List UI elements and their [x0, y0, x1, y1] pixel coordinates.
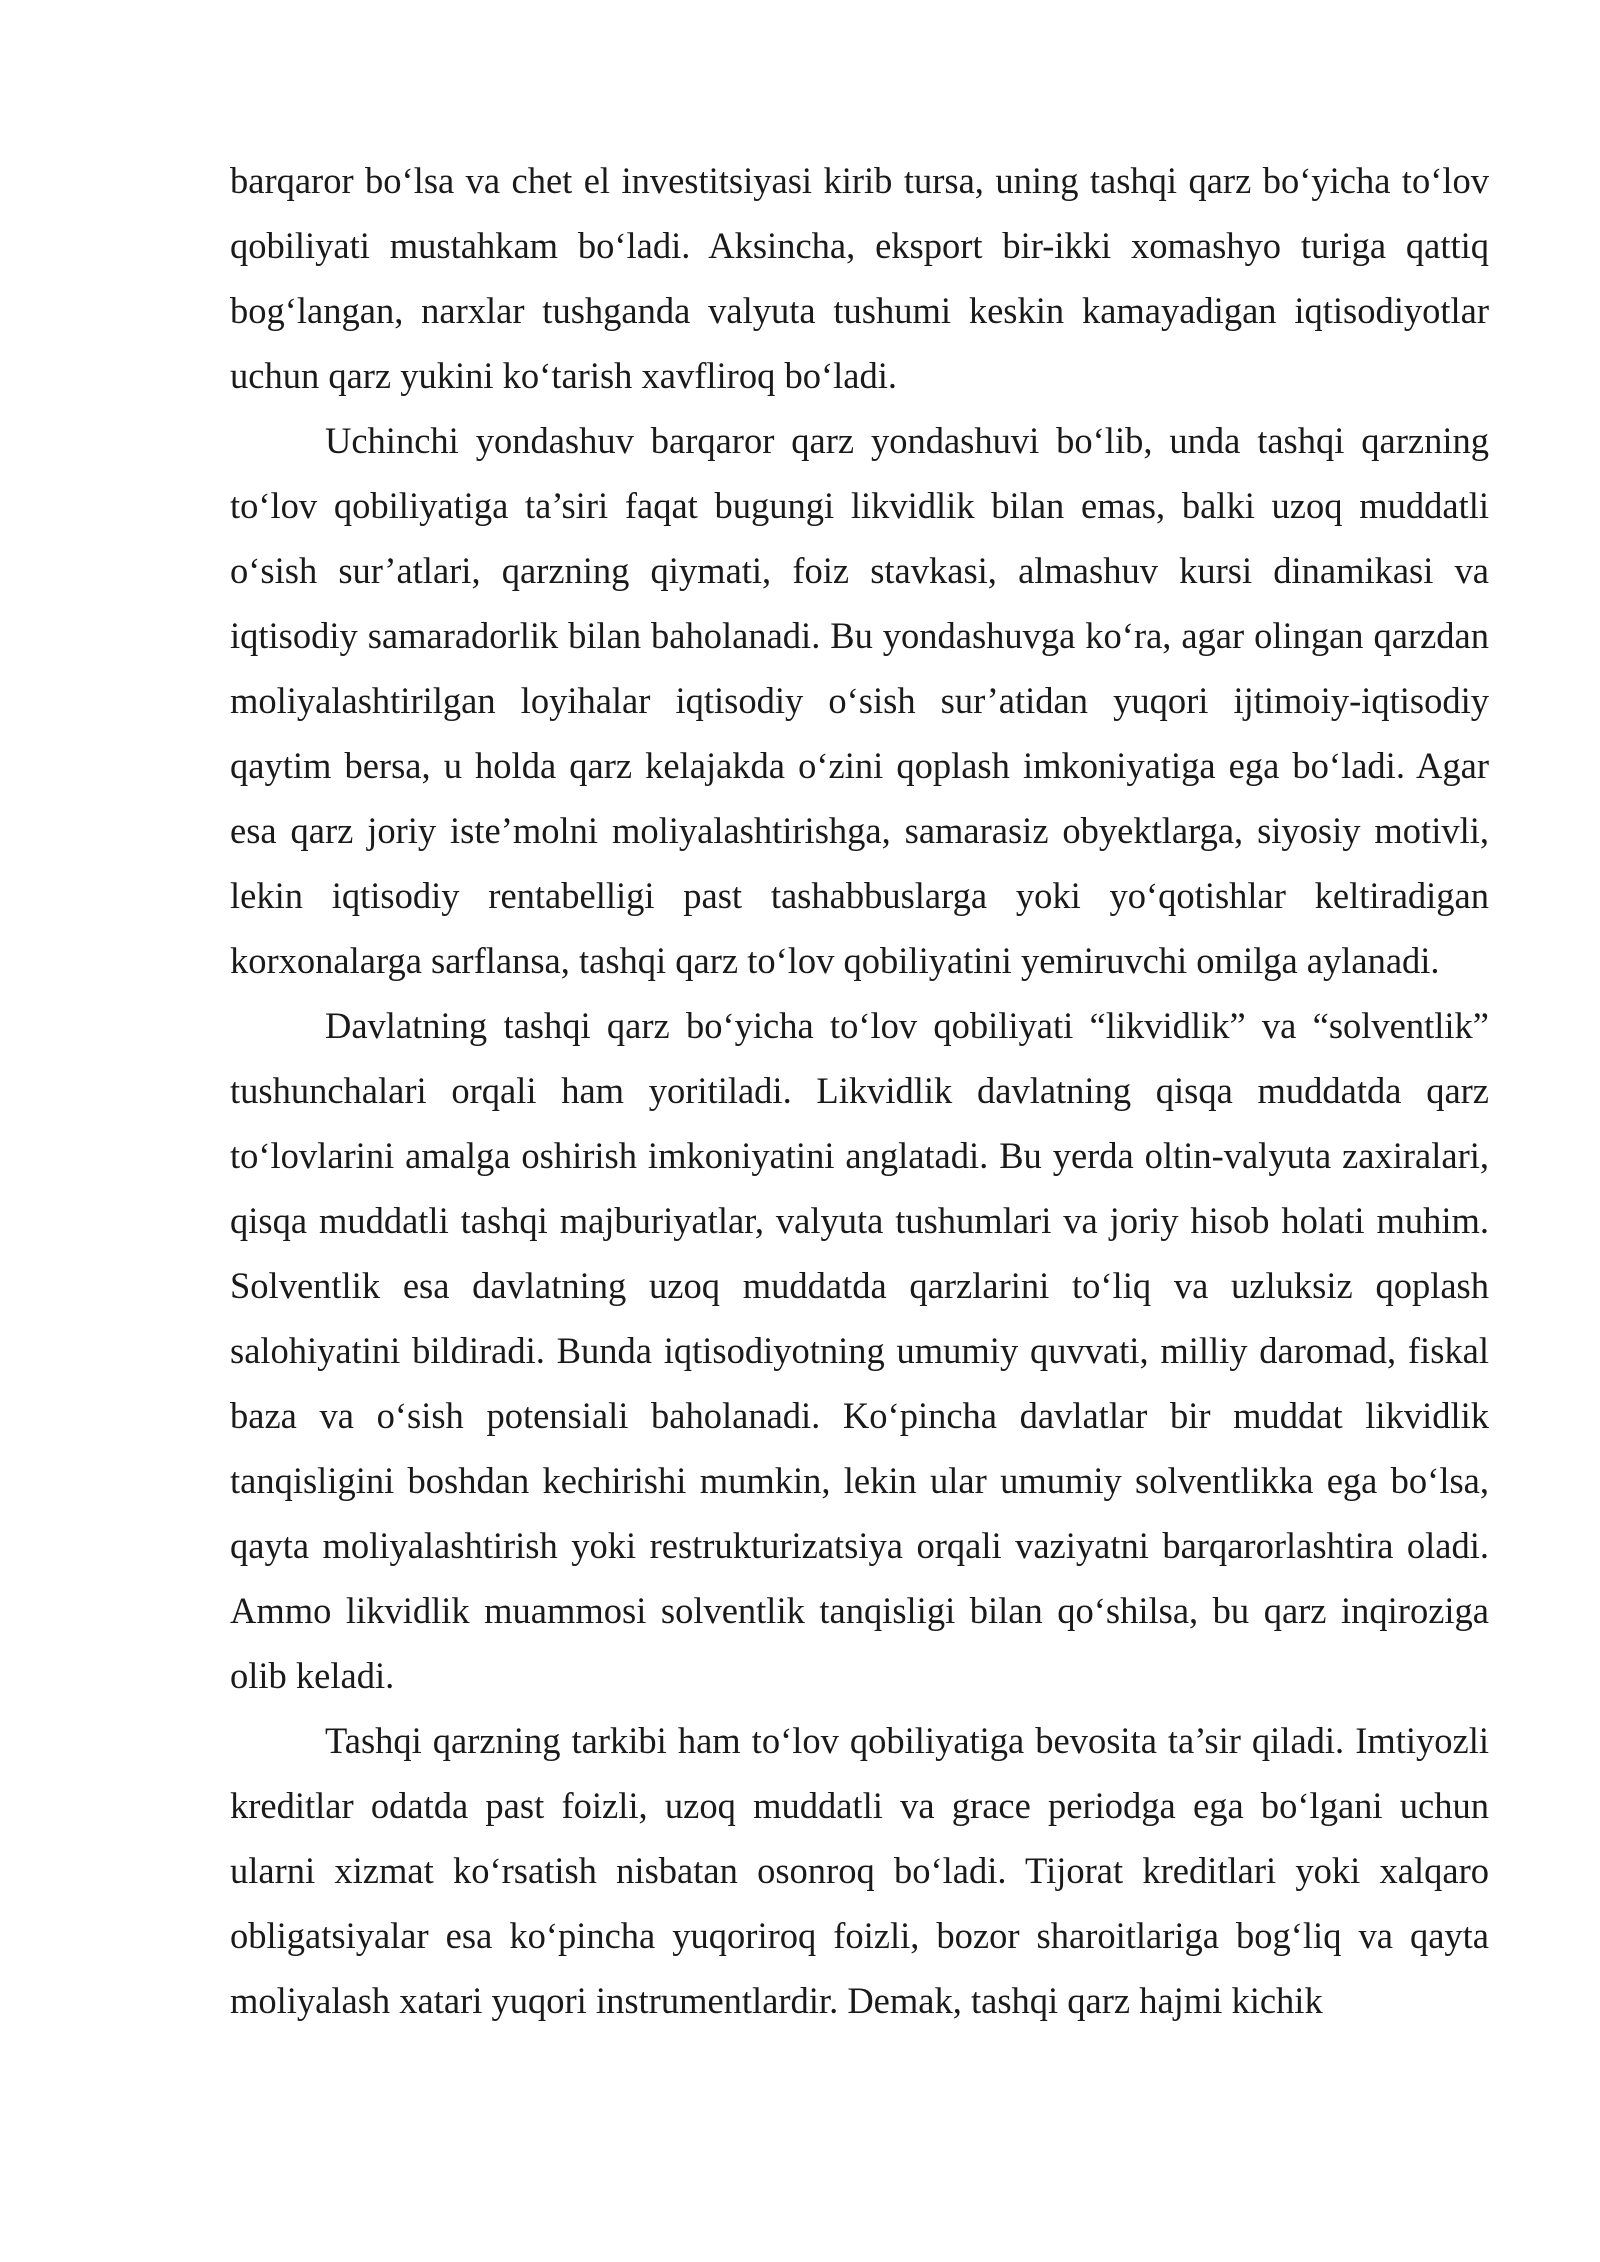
paragraph-3: Davlatning tashqi qarz bo‘yicha to‘lov qobiliyati “likvidlik” va “solventlik” tushunchalari orqali ham yoritiladi. Likvidlik davlatning qisqa muddatda qarz to‘lovlarini amalga oshirish imkoniyatini anglatadi. Bu yerda oltin-valyuta zaxiralari, qisqa muddatli tashqi majburiyatlar, valyuta tushumlari va joriy hisob holati muhim. Solventlik esa davlatning uzoq muddatda qarzlarini to‘liq va uzluksiz qoplash salohiyatini bildiradi. Bunda iqtisodiyotning umumiy quvvati, milliy daromad, fiskal baza va o‘sish potensiali baholanadi. Ko‘pincha davlatlar bir muddat likvidlik tanqisligini boshdan kechirishi mumkin, lekin ular umumiy solventlikka ega bo‘lsa, qayta moliyalashtirish yoki restrukturizatsiya orqali vaziyatni barqarorlashtira oladi. Ammo likvidlik muammosi solventlik tanqisligi bilan qo‘shilsa, bu qarz inqiroziga olib keladi. [230, 1005, 1489, 1696]
paragraph-4: Tashqi qarzning tarkibi ham to‘lov qobiliyatiga bevosita ta’sir qiladi. Imtiyozli kreditlar odatda past foizli, uzoq muddatli va grace periodga ega bo‘lgani uchun ularni xizmat ko‘rsatish nisbatan osonroq bo‘ladi. Tijorat kreditlari yoki xalqaro obligatsiyalar esa ko‘pincha yuqoriroq foizli, bozor sharoitlariga bog‘liq va qayta moliyalash xatari yuqori instrumentlardir. Demak, tashqi qarz hajmi kichik [230, 1720, 1489, 2021]
paragraph-2: Uchinchi yondashuv barqaror qarz yondashuvi bo‘lib, unda tashqi qarzning to‘lov qobiliyatiga ta’siri faqat bugungi likvidlik bilan emas, balki uzoq muddatli o‘sish sur’atlari, qarzning qiymati, foiz stavkasi, almashuv kursi dinamikasi va iqtisodiy samaradorlik bilan baholanadi. Bu yondashuvga ko‘ra, agar olingan qarzdan moliyalashtirilgan loyihalar iqtisodiy o‘sish sur’atidan yuqori ijtimoiy-iqtisodiy qaytim bersa, u holda qarz kelajakda o‘zini qoplash imkoniyatiga ega bo‘ladi. Agar esa qarz joriy iste’molni moliyalashtirishga, samarasiz obyektlarga, siyosiy motivli, lekin iqtisodiy rentabelligi past tashabbuslarga yoki yo‘qotishlar keltiradigan korxonalarga sarflansa, tashqi qarz to‘lov qobiliyatini yemiruvchi omilga aylanadi. [230, 420, 1489, 981]
document-body [230, 148, 1489, 2033]
paragraph-1: barqaror bo‘lsa va chet el investitsiyasi kirib tursa, uning tashqi qarz bo‘yicha to‘lov qobiliyati mustahkam bo‘ladi. Aksincha, eksport bir-ikki xomashyo turiga qattiq bog‘langan, narxlar tushganda valyuta tushumi keskin kamayadigan iqtisodiyotlar uchun qarz yukini ko‘tarish xavfliroq bo‘ladi. [230, 160, 1489, 396]
